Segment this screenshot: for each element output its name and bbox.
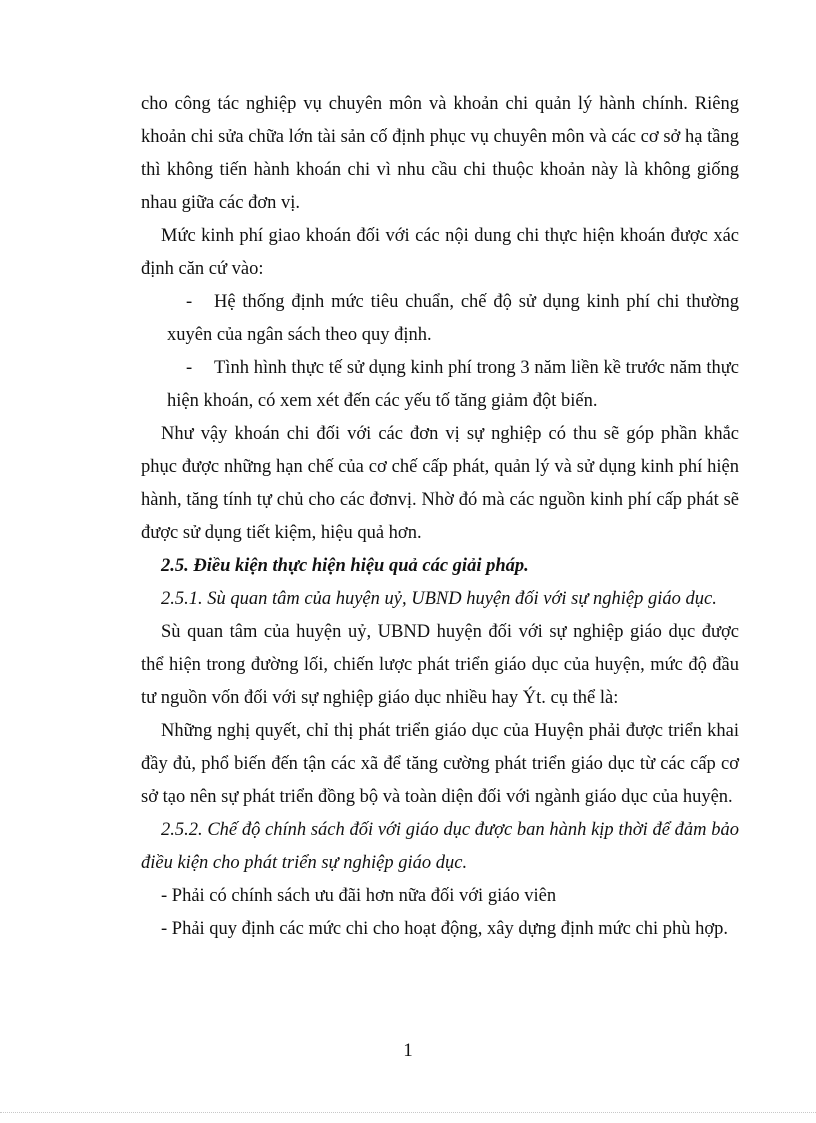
page-bottom-divider: [0, 1112, 816, 1113]
document-body: [141, 88, 739, 946]
bullet-dash: -: [186, 358, 193, 378]
bullet-item-standards: [141, 286, 739, 352]
section-heading-2-5: 2.5. Điều kiện thực hiện hiệu quả các giải pháp.: [161, 556, 529, 576]
paragraph-teacher-policy: - Phải có chính sách ưu đãi hơn nữa đối với giáo viên: [161, 886, 557, 906]
bullet-text: Tình hình thực tế sử dụng kinh phí trong 3 năm liền kề trước năm thực hiện khoán, có xem xét đến các yếu tố tăng giảm đột biến.: [167, 358, 739, 411]
subsection-heading-2-5-1: 2.5.1. Sù quan tâm của huyện uỷ, UBND huyện đối với sự nghiệp giáo dục.: [161, 589, 717, 609]
paragraph-conclusion: Như vậy khoán chi đối với các đơn vị sự nghiệp có thu sẽ góp phần khắc phục được những hạn chế của cơ chế cấp phát, quản lý và sử dụng kinh phí hiện hành, tăng tính tự chủ cho các đơnvị. Nhờ đó mà các nguồn kinh phí cấp phát sẽ được sử dụng tiết kiệm, hiệu quả hơn.: [141, 424, 739, 543]
subsection-heading-2-5-2: 2.5.2. Chế độ chính sách đối với giáo dục được ban hành kịp thời để đảm bảo điều kiện cho phát triển sự nghiệp giáo dục.: [141, 820, 739, 873]
paragraph-spending-norms: - Phải quy định các mức chi cho hoạt động, xây dựng định mức chi phù hợp.: [161, 919, 729, 939]
bullet-item-actual-usage: [141, 352, 739, 418]
paragraph-resolutions: Những nghị quyết, chỉ thị phát triển giáo dục của Huyện phải được triển khai đầy đủ, phổ biến đến tận các xã để tăng cường phát triển giáo dục từ các cấp cơ sở tạo nên sự phát triển đồng bộ và toàn diện đối với ngành giáo dục của huyện.: [141, 721, 739, 807]
paragraph-district-attention: Sù quan tâm của huyện uỷ, UBND huyện đối với sự nghiệp giáo dục được thể hiện trong đường lối, chiến lược phát triển giáo dục của huyện, mức độ đầu tư nguồn vốn đối với sự nghiệp giáo dục nhiều hay Ýt. cụ thể là:: [141, 622, 739, 708]
bullet-dash: -: [186, 292, 193, 312]
paragraph-funding-basis: Mức kinh phí giao khoán đối với các nội dung chi thực hiện khoán được xác định căn cứ vào:: [141, 226, 739, 279]
page-number: 1: [403, 1040, 413, 1061]
bullet-text: Hệ thống định mức tiêu chuẩn, chế độ sử dụng kinh phí chi thường xuyên của ngân sách theo quy định.: [167, 292, 739, 345]
paragraph-continuation: cho công tác nghiệp vụ chuyên môn và khoản chi quản lý hành chính. Riêng khoản chi sửa chữa lớn tài sản cố định phục vụ chuyên môn và các cơ sở hạ tầng thì không tiến hành khoán chi vì nhu cầu chi thuộc khoản này là không giống nhau giữa các đơn vị.: [141, 94, 739, 213]
